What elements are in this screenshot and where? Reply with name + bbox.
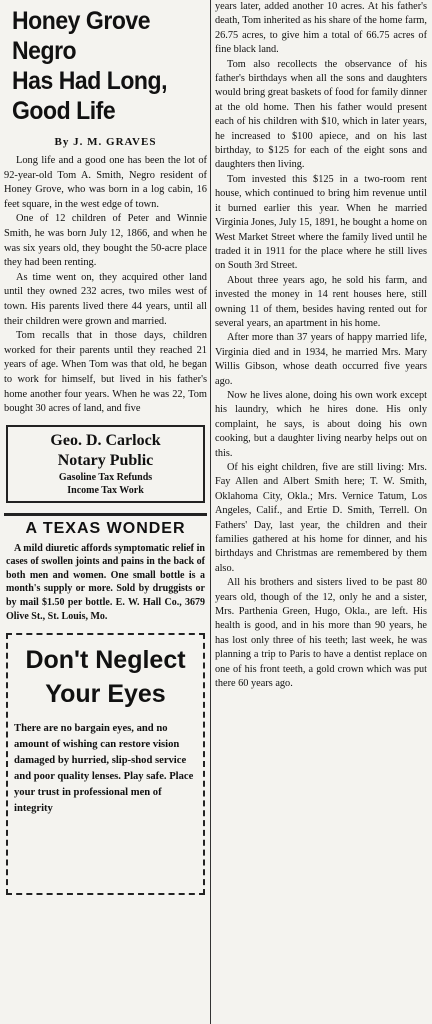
texas-wonder-title: A TEXAS WONDER: [4, 513, 207, 538]
notary-title: Notary Public: [57, 451, 154, 469]
headline-line-3: Good Life: [12, 97, 116, 125]
eyes-ad-title: [14, 643, 197, 711]
paragraph-7: Tom invested this $125 in a two-room rent house, which continued to bring him revenue until it burned earlier this year. When he married Virginia Jones, July 15, 1891, he bought a home on West Market Street where the family lived until he traded it in 1911 for the place where he still lives on South 3rd Street.: [215, 173, 427, 272]
paragraph-12: All his brothers and sisters lived to be past 80 years old, though of the 12, only he and a sister, Mrs. Parthenia Green, Hugo, Okla., are left. His health is good, and in his more than 90 years, he has lost only three of his teeth; last week, he was planning a trip to Paris to have a dentist replace on one of his front teeth, a gold crown which was put there 60 years ago.: [215, 577, 427, 690]
eyes-title-line-2: Your Eyes: [45, 680, 166, 709]
notary-line-1: Gasoline Tax Refunds: [58, 471, 153, 483]
paragraph-9: After more than 37 years of happy married life, Virginia died and in 1934, he married Mrs. Mary Willis Gibson, whose death occurred five years ago.: [215, 332, 427, 387]
right-column: [215, 0, 427, 1024]
paragraph-11: Of his eight children, five are still living: Mrs. Fay Allen and Albert Smith here; T. W. Smith, Oklahoma City, Okla.; Mrs. Vernice Tatum, Los Angeles, Calif., and Ertie D. Smith, Terrell. On Fathers' Day, last year, the children and their families gathered at his home for dinner, and his birthdays and Christmas are remembered by them also.: [215, 462, 427, 574]
left-column: [4, 0, 207, 1024]
paragraph-3: As time went on, they acquired other land until they owned 232 acres, two miles west of town. His parents lived there 44 years, until all their children were grown and married.: [4, 271, 207, 327]
paragraph-1: Long life and a good one has been the lot of 92-year-old Tom A. Smith, Negro resident of Honey Grove, who was born in a log cabin, 16 feet square, in the west edge of town.: [4, 155, 207, 210]
paragraph-5: years later, added another 10 acres. At his father's death, Tom inherited as his share of the home farm, 26.75 acres, to give him a total of 66.75 acres of fine black land.: [215, 1, 427, 56]
byline: By J. M. GRAVES: [54, 136, 157, 148]
paragraph-10: Now he lives alone, doing his own work except his laundry, which he hires done. His only complaint, he says, is about doing his own cooking, but a daughter living nearby helps out on this.: [215, 389, 427, 459]
eyes-ad: [6, 633, 205, 895]
headline-line-1: Honey Grove Negro: [12, 7, 151, 65]
eyes-ad-text: There are no bargain eyes, and no amount of wishing can restore vision damaged by hurried, slip-shod service and poor quality lenses. Play safe. Place your trust in professional men of integrity: [14, 723, 194, 815]
headline-line-2: Has Had Long,: [12, 67, 168, 95]
article-headline: [12, 6, 191, 126]
paragraph-2: One of 12 children of Peter and Winnie Smith, he was born July 12, 1866, and when he was six years old, they bought the 50-acre place they had been renting.: [4, 213, 207, 269]
notary-line-2: Income Tax Work: [67, 484, 144, 496]
notary-name: Geo. D. Carlock: [50, 431, 161, 449]
texas-wonder-text: A mild diuretic affords symptomatic relief in cases of swollen joints and pains in the back of both men and women. One small bottle is a month's supply or more. Sold by druggists or by mail $1.50 per bottle. E. W. Hall Co., 3679 Olive St., St. Louis, Mo.: [6, 542, 205, 622]
paragraph-8: About three years ago, he sold his farm, and invested the money in 14 rent houses here, still owning 11 of them, besides having rented out for several years, an apartment in his home.: [215, 274, 427, 329]
paragraph-4: Tom recalls that in those days, children worked for their parents until they reached 21 years of age. When Tom was that old, he began to work for himself, but lived in his father's home another four years. When he was 22, Tom bought 30 acres of land, and five: [4, 330, 207, 415]
column-divider: [210, 0, 211, 1024]
eyes-title-line-1: Don't Neglect: [25, 646, 186, 675]
notary-ad: [6, 425, 205, 503]
paragraph-6: Tom also recollects the observance of his father's birthdays when all the sons and daughters would bring great baskets of food for family dinner at the old home. Then his father would present each of his children with $10, which in later years, he increased to $100 apiece, and on his last birthday, to $125 for each of the eight sons and daughters then living.: [215, 58, 427, 171]
